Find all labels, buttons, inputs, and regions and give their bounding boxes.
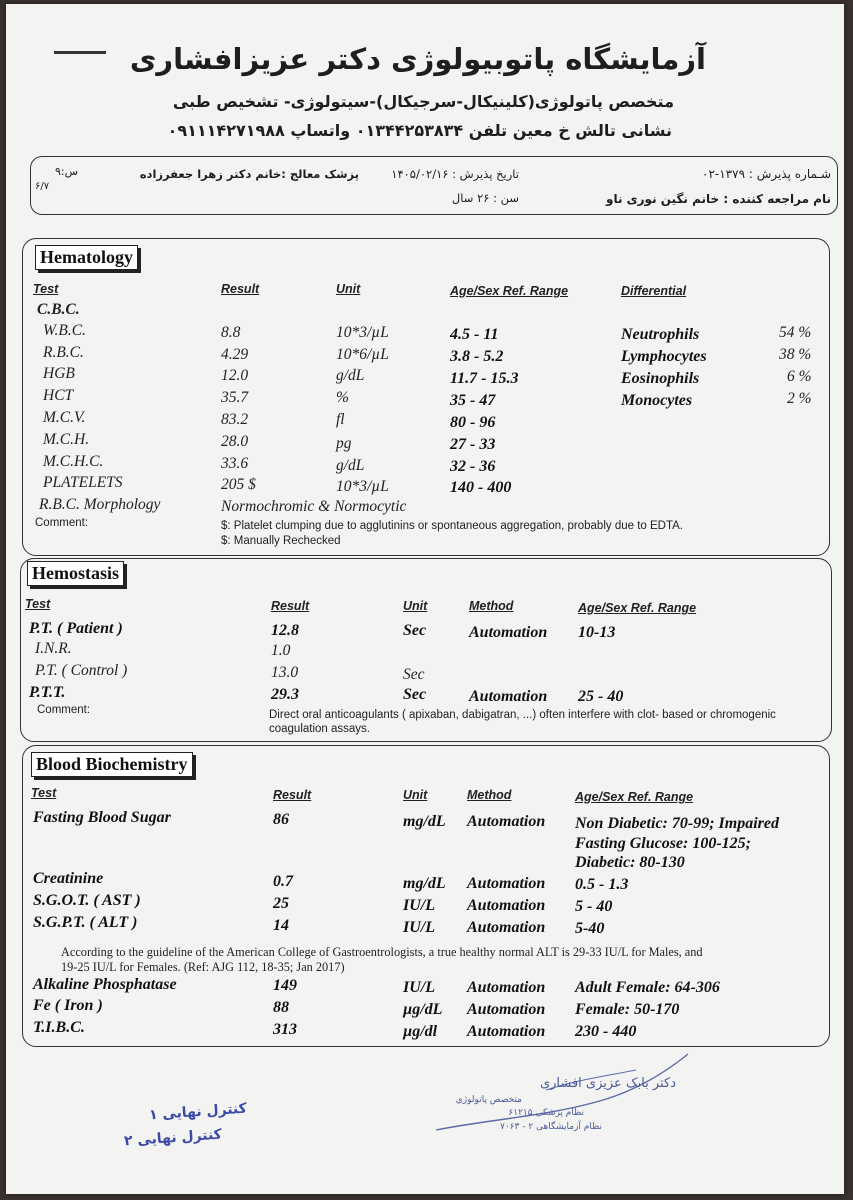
col-range: Age/Sex Ref. Range	[450, 284, 569, 298]
morphology-label: R.B.C. Morphology	[39, 496, 161, 513]
test-range: 5-40	[575, 920, 605, 937]
patient-name: نام مراجعه کننده : خانم نگین نوری ناو	[605, 192, 831, 206]
comment-text: coagulation assays.	[269, 723, 371, 735]
test-method: Automation	[467, 979, 546, 996]
test-unit: IU/L	[403, 979, 435, 996]
test-name: I.N.R.	[35, 640, 72, 657]
col-method: Method	[469, 599, 514, 613]
test-result: 149	[273, 977, 297, 994]
test-range: Non Diabetic: 70-99; Impaired	[575, 815, 779, 832]
test-result: 28.0	[221, 433, 249, 450]
test-name: Fasting Blood Sugar	[33, 809, 171, 826]
test-range: 35 - 47	[450, 392, 496, 409]
col-unit: Unit	[403, 599, 428, 613]
comment-label: Comment:	[37, 704, 91, 716]
lab-name: آزمایشگاه پاتوبیولوژی دکتر عزیزافشاری	[129, 42, 706, 76]
test-method: Automation	[469, 624, 548, 641]
test-name: M.C.H.	[43, 431, 90, 448]
differential-value: 2 %	[787, 390, 812, 407]
test-unit: Sec	[403, 666, 425, 683]
test-name: P.T. ( Control )	[35, 662, 128, 679]
col-test: Test	[31, 786, 57, 800]
differential-name: Lymphocytes	[621, 348, 707, 365]
col-test: Test	[33, 282, 59, 296]
test-name: P.T.T.	[29, 684, 66, 701]
hematology-section	[22, 238, 830, 556]
differential-name: Monocytes	[621, 392, 693, 409]
comment-label: Comment:	[35, 517, 89, 529]
test-range: Fasting Glucose: 100-125;	[575, 835, 751, 852]
test-name: T.I.B.C.	[33, 1019, 85, 1036]
test-result: 13.0	[271, 664, 299, 681]
test-name: M.C.H.C.	[43, 453, 104, 470]
test-range: 4.5 - 11	[450, 326, 499, 343]
test-name: M.C.V.	[43, 409, 86, 426]
reception-date: تاریخ پذیرش : ۱۴۰۵/۰۲/۱۶	[391, 167, 519, 181]
test-result: 4.29	[221, 346, 249, 363]
biochemistry-title: Blood Biochemistry	[31, 752, 193, 777]
biochemistry-section	[22, 745, 830, 1047]
test-range: 27 - 33	[450, 436, 496, 453]
test-name: R.B.C.	[43, 344, 84, 361]
alt-guideline-note: 19-25 IU/L for Females. (Ref: AJG 112, 18-35; Jan 2017)	[61, 960, 345, 974]
col-range: Age/Sex Ref. Range	[578, 601, 697, 615]
col-result: Result	[221, 282, 260, 296]
test-unit: pg	[336, 435, 352, 452]
test-method: Automation	[467, 875, 546, 892]
test-result: 29.3	[271, 686, 299, 703]
test-unit: IU/L	[403, 919, 435, 936]
test-result: 25	[273, 895, 289, 912]
test-unit: 10*3/µL	[336, 478, 389, 495]
test-unit: µg/dL	[403, 1001, 443, 1018]
test-unit: Sec	[403, 686, 427, 703]
test-result: 8.8	[221, 324, 241, 341]
test-range: 3.8 - 5.2	[450, 348, 504, 365]
test-result: 12.0	[221, 367, 249, 384]
handwritten-note-2: ۶/۷	[35, 181, 50, 192]
patient-age: سن : ۲۶ سال	[451, 191, 519, 205]
test-result: 33.6	[221, 455, 249, 472]
test-unit: 10*6/µL	[336, 346, 389, 363]
test-unit: mg/dL	[403, 875, 446, 892]
test-range: 230 - 440	[575, 1023, 637, 1040]
test-method: Automation	[467, 897, 546, 914]
test-range: 32 - 36	[450, 458, 496, 475]
treating-doctor: پزشک معالج :خانم دکتر زهرا جعفرزاده	[139, 167, 359, 181]
alt-guideline-note: According to the guideline of the American College of Gastroentrologists, a true healthy normal ALT is 29-33 IU/L for Males, and	[61, 945, 703, 959]
test-range: 0.5 - 1.3	[575, 876, 629, 893]
test-method: Automation	[467, 813, 546, 830]
medical-council-number: نظام پزشکی ۶۱۲۱۵	[508, 1108, 584, 1118]
test-name: S.G.O.T. ( AST )	[33, 892, 141, 909]
hemostasis-section	[20, 558, 832, 742]
test-name: Fe ( Iron )	[33, 997, 103, 1014]
handwritten-note-1: س:۹	[55, 165, 79, 178]
final-control-stamp-2: کنترل نهایی ۲	[123, 1126, 223, 1150]
lab-specialty: متخصص پاتولوژی(کلینیکال-سرجیکال)-سیتولوژی- تشخیص طبی	[172, 92, 674, 111]
col-result: Result	[273, 788, 312, 802]
final-control-stamp-1: کنترل نهایی ۱	[148, 1100, 248, 1124]
signature-title: متخصص پاتولوژی	[455, 1095, 522, 1105]
differential-name: Eosinophils	[621, 370, 700, 387]
differential-value: 54 %	[779, 324, 812, 341]
test-method: Automation	[467, 1001, 546, 1018]
test-result: 1.0	[271, 642, 291, 659]
morphology-value: Normochromic & Normocytic	[221, 498, 407, 515]
patient-info-box	[30, 156, 838, 215]
signature-name: دکتر بابک عزیزی افشاری	[539, 1076, 676, 1091]
hemostasis-title: Hemostasis	[27, 561, 124, 586]
test-name: P.T. ( Patient )	[29, 620, 123, 637]
differential-value: 6 %	[787, 368, 812, 385]
comment-text: Direct oral anticoagulants ( apixaban, dabigatran, ...) often interfere with clot- based or chromogenic	[269, 709, 776, 721]
col-unit: Unit	[336, 282, 361, 296]
test-unit: mg/dL	[403, 813, 446, 830]
test-range: 10-13	[578, 624, 616, 641]
test-name: Alkaline Phosphatase	[33, 976, 177, 993]
col-test: Test	[25, 597, 51, 611]
comment-text: $: Manually Rechecked	[221, 535, 341, 547]
test-result: 86	[273, 811, 289, 828]
lab-council-number: نظام آزمایشگاهی ۲ - ۷۰۶۳	[500, 1122, 602, 1132]
test-range: 5 - 40	[575, 898, 613, 915]
test-unit: fl	[336, 411, 345, 428]
test-unit: %	[336, 389, 349, 406]
test-result: 12.8	[271, 622, 299, 639]
test-method: Automation	[467, 919, 546, 936]
test-result: 83.2	[221, 411, 249, 428]
test-method: Automation	[469, 688, 548, 705]
test-result: 35.7	[221, 389, 249, 406]
test-unit: g/dL	[336, 457, 365, 474]
lab-contact: نشانی تالش خ معین تلفن ۰۱۳۴۴۲۵۳۸۳۴ واتساپ ۰۹۱۱۱۴۲۷۱۹۸۸	[167, 121, 672, 140]
test-result: 14	[273, 917, 289, 934]
test-method: Automation	[467, 1023, 546, 1040]
test-unit: 10*3/µL	[336, 324, 389, 341]
comment-text: $: Platelet clumping due to agglutinins or spontaneous aggregation, probably due to EDTA.	[221, 520, 684, 532]
test-name: S.G.P.T. ( ALT )	[33, 914, 138, 931]
test-name: W.B.C.	[43, 322, 86, 339]
differential-value: 38 %	[779, 346, 812, 363]
test-unit: g/dL	[336, 367, 365, 384]
test-range: 11.7 - 15.3	[450, 370, 519, 387]
col-result: Result	[271, 599, 310, 613]
test-range: 25 - 40	[578, 688, 624, 705]
test-range: Female: 50-170	[575, 1001, 680, 1018]
test-name: HCT	[43, 387, 74, 404]
test-unit: µg/dl	[403, 1023, 438, 1040]
col-method: Method	[467, 788, 512, 802]
test-range: Diabetic: 80-130	[575, 854, 685, 871]
col-unit: Unit	[403, 788, 428, 802]
test-result: 0.7	[273, 873, 293, 890]
test-range: 140 - 400	[450, 479, 512, 496]
col-range: Age/Sex Ref. Range	[575, 790, 694, 804]
test-range: Adult Female: 64-306	[575, 979, 720, 996]
test-result: 205 $	[221, 476, 256, 493]
hematology-title: Hematology	[35, 245, 138, 270]
test-unit: Sec	[403, 622, 427, 639]
test-name: Creatinine	[33, 870, 104, 887]
test-result: 88	[273, 999, 289, 1016]
report-page	[6, 4, 844, 1194]
col-differential: Differential	[621, 284, 687, 298]
differential-name: Neutrophils	[621, 326, 700, 343]
reception-number: شـماره پذیرش : ۱۳۷۹-۰۲	[702, 167, 831, 181]
test-result: 313	[273, 1021, 297, 1038]
header-dash	[54, 51, 106, 54]
test-range: 80 - 96	[450, 414, 496, 431]
test-name: HGB	[43, 365, 75, 382]
test-unit: IU/L	[403, 897, 435, 914]
cbc-group: C.B.C.	[37, 301, 80, 318]
test-name: PLATELETS	[43, 474, 123, 491]
